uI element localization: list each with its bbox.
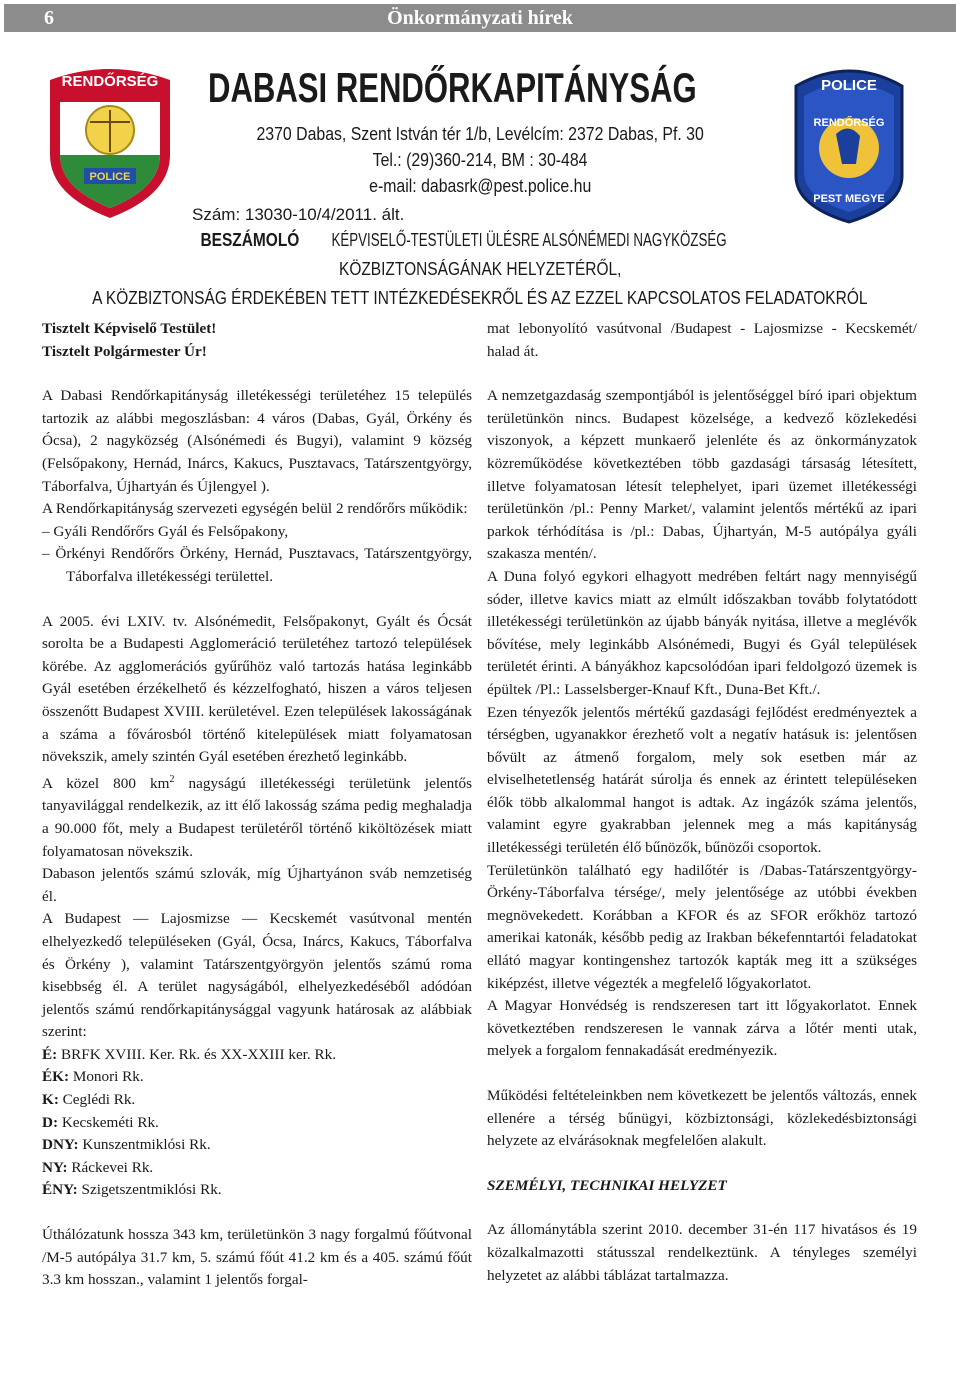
- right-logo-bottom-text: PEST MEGYE: [813, 193, 885, 205]
- paragraph-gravel-mines: A Duna folyó egykori elhagyott medrében feltárt nagy mennyiségű sóder, illetve kavics miatt az elmúlt időszakban tovább folytatódott illetékességi területünkön az újabb bányák nyitása, illetve a meglévők bővítése, mely leginkább Alsónémedi, Bugyi és Gyál települések területét érinti. A bányákhoz kapcsolódóan ipari feldolgozó üzemek is épültek /Pl.: Lasselsberger-Knauf Kft., Duna-Bet Kft./.: [487, 567, 917, 698]
- page-number: 6: [44, 7, 54, 29]
- paragraph-operating-conditions: Működési feltételeinkben nem következett be jelentős változás, ennek ellenére a térség bűnügyi, közbiztonsági, közlekedésbiztonsági helyzete az elvárásoknak megfelelően alakult.: [487, 1087, 917, 1150]
- right-logo-mid-text: RENDŐRSÉG: [813, 117, 885, 129]
- paragraph-agglomeration: A 2005. évi LXIV. tv. Alsónémedit, Felsőpakonyt, Gyált és Ócsát sorolta be a Budapesti Agglomeráció területéhez tartozó települések körébe. Az agglomerációs gyűrűhöz való tartozás hatása leginkább Gyál esetében érzékelhető és kézzelfogható, hiszen a város teljesen összenőtt Budapest XVIII. kerületével. Ezen települések lakosságának a száma a fővárosból történő kitelepülések miatt folyamatosan növekszik, amely szintén Gyál esetében érezhető leginkább.: [42, 612, 472, 766]
- letterhead-email: e-mail: dabasrk@pest.police.hu: [368, 176, 592, 196]
- station-gyal: – Gyáli Rendőrőrs Gyál és Felsőpakony,: [42, 522, 289, 540]
- police-shield-logo-left: [40, 60, 180, 220]
- paragraph-nationalities: Dabason jelentős számú szlovák, míg Újhartyánon sváb nemzetiség él.: [42, 865, 472, 905]
- right-logo-top-text: POLICE: [821, 77, 877, 94]
- border-northwest: ÉNY: Szigetszentmiklósi Rk.: [42, 1181, 222, 1199]
- letterhead-title: DABASI RENDŐRKAPITÁNYSÁG: [208, 64, 697, 111]
- station-orkeny: – Örkényi Rendőrőrs Örkény, Hernád, Pusztavacs, Tatárszentgyörgy, Táborfalva illetékességi területtel.: [42, 545, 472, 585]
- border-east: K: Ceglédi Rk.: [42, 1091, 136, 1109]
- report-heading-line1: BESZÁMOLÓKÉPVISELŐ-TESTÜLETI ÜLÉSRE ALSÓNÉMEDI NAGYKÖZSÉG: [200, 230, 727, 250]
- letterhead-address: 2370 Dabas, Szent István tér 1/b, Levélcím: 2372 Dabas, Pf. 30: [256, 124, 704, 144]
- paragraph-traffic-impact: Ezen tényezők jelentős mértékű gazdasági fejlődést eredményeztek a térségben, ugyanakkor érezhető volt a negatív hatásuk is: jelentősen bővült az átmenő forgalom, mely sok esetben már az elviselhetetlenség határát súrolja és ennek az érintett településeken élők több alkalommal hangot is adtak. Az ingázók száma jelentős, valamint egyre gyakrabban jelennek meg a más kapitányság illetékességi területén élő bűnözők, bűnözői csoportok.: [487, 703, 917, 857]
- report-heading-line2: KÖZBIZTONSÁGÁNAK HELYZETÉRŐL,: [338, 259, 622, 279]
- border-northeast: ÉK: Monori Rk.: [42, 1068, 144, 1086]
- report-heading-line3: A KÖZBIZTONSÁG ÉRDEKÉBEN TETT INTÉZKEDÉSEKRŐL ÉS AZ EZZEL KAPCSOLATOS FELADATOKRÓL: [92, 288, 868, 308]
- section-title: Önkormányzati hírek: [387, 7, 573, 29]
- reference-number: Szám: 13030-10/4/2011. ált.: [192, 205, 405, 224]
- right-column: [487, 318, 917, 1287]
- police-badge-logo-right: [786, 56, 912, 226]
- border-west: NY: Ráckevei Rk.: [42, 1158, 154, 1176]
- paragraph-railway: mat lebonyolító vasútvonal /Budapest - Lajosmizse - Kecskemét/ halad át.: [487, 320, 917, 360]
- left-logo-top-text: RENDŐRSÉG: [61, 73, 159, 90]
- paragraph-staff: Az állománytábla szerint 2010. december 31-én 117 hivatásos és 19 közalkalmazotti státusszal rendelkeztünk. A tényleges személyi helyzetet az alábbi táblázat tartalmazza.: [487, 1221, 917, 1284]
- left-column: [42, 318, 472, 1292]
- letterhead-phone: Tel.: (29)360-214, BM : 30-484: [372, 150, 588, 170]
- greeting-council: Tisztelt Képviselő Testület!: [42, 320, 217, 337]
- left-logo-bottom-text: POLICE: [89, 171, 131, 183]
- subheading-personnel: SZEMÉLYI, TECHNIKAI HELYZET: [487, 1176, 727, 1194]
- border-southwest: DNY: Kunszentmiklósi Rk.: [42, 1136, 211, 1154]
- paragraph-jurisdiction: A Dabasi Rendőrkapitányság illetékességi területéhez 15 település tartozik az alábbi megoszlásban: 4 város (Dabas, Gyál, Örkény és Ócsa), 2 nagyközség (Alsónémedi és Bugyi), valamint 9 község (Felsőpakony, Hernád, Inárcs, Kakucs, Pusztavacs, Tatárszentgyörgy, Táborfalva, Újhartyán és Újlengyel ).: [42, 387, 472, 495]
- paragraph-shooting-range: Területünkön található egy hadilőtér is /Dabas-Tatárszentgyörgy-Örkény-Táborfalva térsége/, mely jelentősége az utóbbi években megnövekedett. Korábban a KFOR és az SFOR erőkhöz tartozó amerikai katonák, később pedig az Irakban békefenntartói feladatokat ellátó magyar kontingenshez tartozók kapták meg itt a szükséges kiképzést, illetve végezték a megfelelő lőgyakorlatot.: [487, 861, 917, 992]
- paragraph-road-network: Úthálózatunk hossza 343 km, területünkön 3 nagy forgalmú főútvonal /M-5 autópálya 31.7 km, 5. számú főút 41.2 km és a 405. számú főút 3.3 km hosszan., valamint 1 jelentős forgal-: [42, 1226, 472, 1289]
- border-north: É: BRFK XVIII. Ker. Rk. és XX-XXIII ker. Rk.: [42, 1045, 337, 1063]
- paragraph-economy: A nemzetgazdaság szempontjából is jelentőséggel bíró ipari objektum területünkön nincs. Budapest közelsége, a kedvező közlekedési viszonyok, a képzett munkaerő jelenléte és az önkormányzatok közreműködése következtében több gazdasági társaság létesített, illetve folyamatosan létesít telephelyet, ipari üzemet illetékességi területünkön /pl.: Penny Market/, valamint jelentős mértékű az ipari parkok térhódítása is /pl.: Dabas, Újhartyán, M-5 autópálya gyáli szakasza mentén/.: [487, 387, 917, 563]
- paragraph-military: A Magyar Honvédség is rendszeresen tart itt lőgyakorlatot. Ennek következtében rendszeresen le vannak zárva a lőtér menti utak, melyek a forgalom fennakadását eredményezik.: [487, 997, 917, 1060]
- page-header-bar: [4, 4, 956, 32]
- greeting-mayor: Tisztelt Polgármester Úr!: [42, 342, 207, 360]
- paragraph-roma-minority: A Budapest — Lajosmizse — Kecskemét vasútvonal mentén elhelyezkedő településeken (Gyál, Ócsa, Inárcs, Kakucs, Táborfalva és Örkény ), valamint Tatárszentgyörgyön jelentős számú roma kisebbség él. A terület nagyságából, elhelyezkedéséből adódóan jelentős számú rendőrkapitánysággal vagyunk határosak az alábbiak szerint:: [42, 910, 472, 1041]
- paragraph-area: A közel 800 $km^2$ nagyságú illetékességi területünk jelentős tanyavilággal rendelkezik, az itt élő lakosság száma pedig meghaladja a 90.000 főt, mely a Budapest területéről történő kiköltözések miatt folyamatosan növekszik.: [42, 773, 472, 860]
- paragraph-stations: A Rendőrkapitányság szervezeti egységén belül 2 rendőrőrs működik:: [42, 500, 468, 518]
- border-south: D: Kecskeméti Rk.: [42, 1113, 159, 1131]
